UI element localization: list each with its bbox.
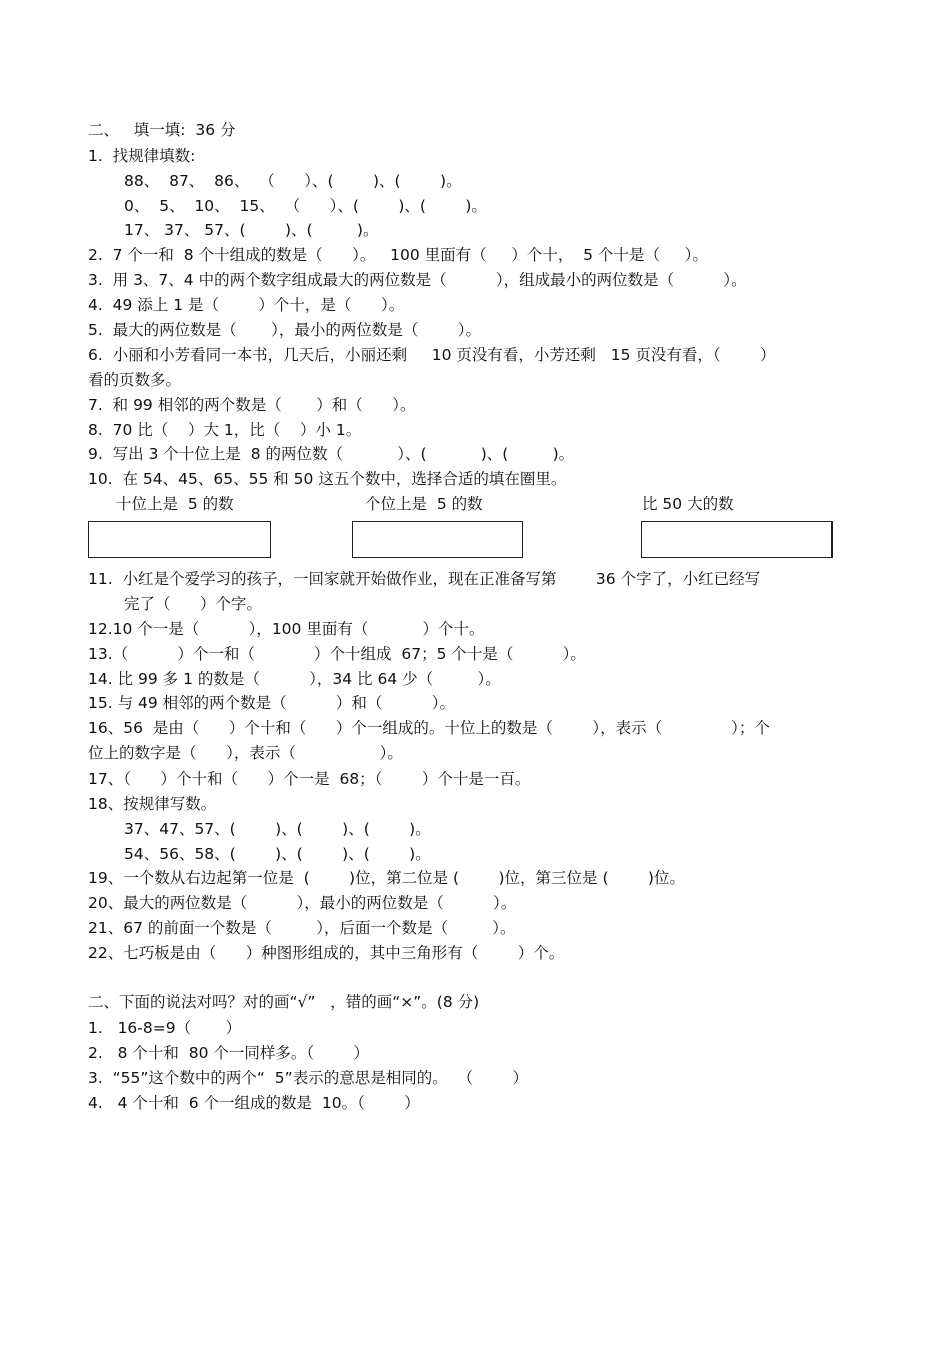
question-13: 13.（ ）个一和（ ）个十组成 67；5 个十是（ ）。 <box>88 645 586 663</box>
question-18-label: 18、按规律写数。 <box>88 795 217 813</box>
question-4: 4. 49 添上 1 是（ ）个十，是（ ）。 <box>88 296 405 314</box>
question-11-line-2: 完了（ ）个字。 <box>124 595 263 613</box>
question-12: 12.10 个一是（ ），100 里面有（ ）个十。 <box>88 620 485 638</box>
question-15: 15. 与 49 相邻的两个数是（ ）和（ ）。 <box>88 694 455 712</box>
question-16-line-2: 位上的数字是（ ），表示（ ）。 <box>88 744 403 762</box>
question-19: 19、一个数从右边起第一位是 ( )位，第二位是 ( )位，第三位是 ( )位。 <box>88 869 685 887</box>
question-20: 20、最大的两位数是（ ），最小的两位数是（ ）。 <box>88 894 517 912</box>
answer-box-tens-five[interactable] <box>88 521 271 558</box>
true-false-item-2: 2. 8 个十和 80 个一同样多。（ ） <box>88 1044 370 1062</box>
question-17: 17、（ ）个十和（ ）个一是 68；（ ）个十是一百。 <box>88 770 531 788</box>
section-true-false-title: 二、下面的说法对吗？对的画“√” ，错的画“×”。(8 分) <box>88 993 480 1011</box>
question-3: 3. 用 3、7、4 中的两个数字组成最大的两位数是（ ），组成最小的两位数是（ ）。 <box>88 271 747 289</box>
question-8: 8. 70 比（ ）大 1，比（ ）小 1。 <box>88 421 362 439</box>
true-false-item-3: 3. “55”这个数中的两个“ 5”表示的意思是相同的。 （ ） <box>88 1069 528 1087</box>
question-14: 14. 比 99 多 1 的数是（ ），34 比 64 少（ ）。 <box>88 670 501 688</box>
question-21: 21、67 的前面一个数是（ ），后面一个数是（ ）。 <box>88 919 516 937</box>
circle-label-greater-fifty: 比 50 大的数 <box>642 495 734 513</box>
question-7: 7. 和 99 相邻的两个数是（ ）和（ ）。 <box>88 396 416 414</box>
question-9: 9. 写出 3 个十位上是 8 的两位数（ ）、( )、( )。 <box>88 445 575 463</box>
true-false-item-4: 4. 4 个十和 6 个一组成的数是 10。（ ） <box>88 1094 420 1112</box>
question-2: 2. 7 个一和 8 个十组成的数是（ ）。 100 里面有（ ）个十， 5 个十是（ ）。 <box>88 246 708 264</box>
question-1-sequence-3: 17、 37、 57、( )、( )。 <box>124 221 379 239</box>
answer-box-greater-fifty[interactable] <box>641 521 833 558</box>
question-11-line-1: 11. 小红是个爱学习的孩子，一回家就开始做作业，现在正准备写第 36 个字了，小红已经写 <box>88 570 761 588</box>
question-16-line-1: 16、56 是由（ ）个十和（ ）个一组成的。十位上的数是（ ），表示（ ）；个 <box>88 719 770 737</box>
question-6-line-1: 6. 小丽和小芳看同一本书，几天后，小丽还剩 10 页没有看，小芳还剩 15 页没有看，（ ） <box>88 346 776 364</box>
question-18-sequence-2: 54、56、58、( )、( )、( )。 <box>124 845 431 863</box>
question-1-label: 1. 找规律填数: <box>88 147 196 165</box>
question-5: 5. 最大的两位数是（ ），最小的两位数是（ ）。 <box>88 321 482 339</box>
circle-label-tens-five: 十位上是 5 的数 <box>116 495 234 513</box>
answer-box-ones-five[interactable] <box>352 521 523 558</box>
true-false-item-1: 1. 16-8=9（ ） <box>88 1019 242 1037</box>
question-22: 22、七巧板是由（ ）种图形组成的，其中三角形有（ ）个。 <box>88 944 565 962</box>
question-6-line-2: 看的页数多。 <box>88 371 182 389</box>
question-1-sequence-1: 88、 87、 86、 （ ）、( )、( )。 <box>124 172 462 190</box>
question-1-sequence-2: 0、 5、 10、 15、 （ ）、( )、( )。 <box>124 197 487 215</box>
circle-label-ones-five: 个位上是 5 的数 <box>365 495 483 513</box>
section-fill-title: 二、 填一填: 36 分 <box>88 121 236 139</box>
question-10-label: 10. 在 54、45、65、55 和 50 这五个数中，选择合适的填在圈里。 <box>88 470 567 488</box>
question-18-sequence-1: 37、47、57、( )、( )、( )。 <box>124 820 431 838</box>
